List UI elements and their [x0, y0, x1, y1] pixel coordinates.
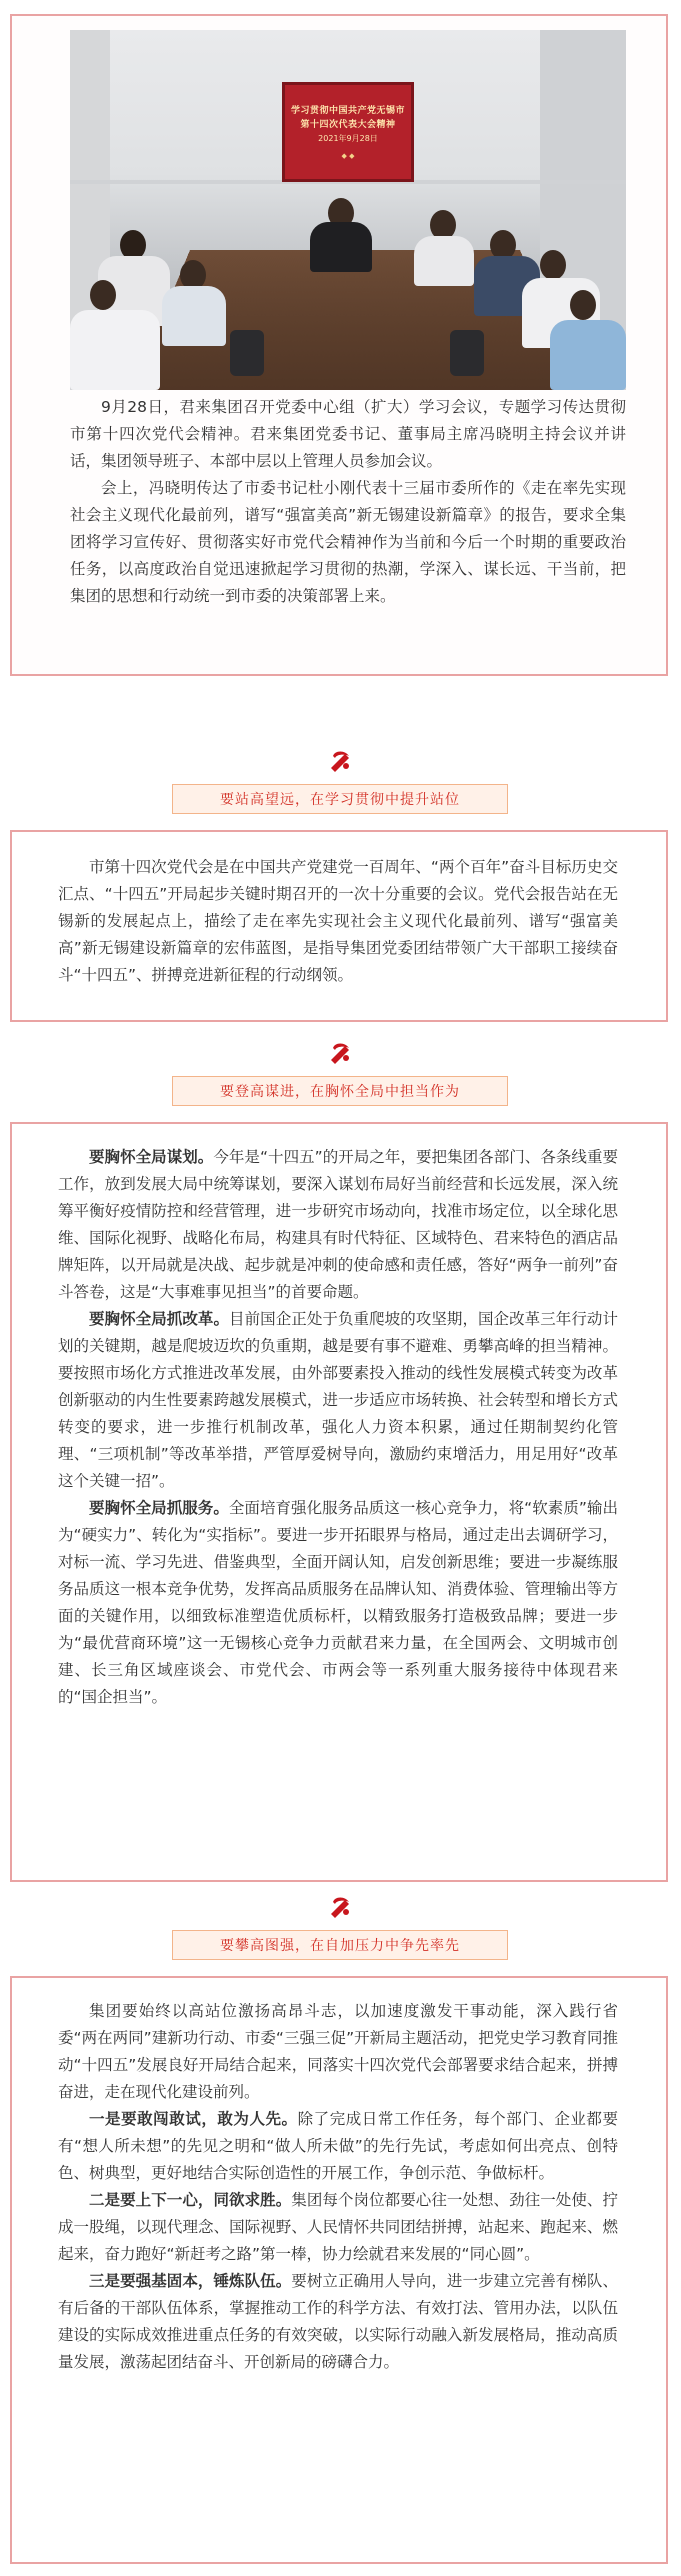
intro-text [70, 394, 626, 610]
section3-item-3: 三是要强基固本，锤炼队伍。要树立正确用人导向，进一步建立完善有梯队、有后备的干部队伍体系，掌握推动工作的科学方法、有效打法、管用办法，以队伍建设的实际成效推进重点任务的有效突破，以实际行动融入新发展格局，推动高质量发展，激荡起团结奋斗、开创新局的磅礴合力。 [58, 2272, 618, 2371]
section1-paragraph: 市第十四次党代会是在中国共产党建党一百周年、“两个百年”奋斗目标历史交汇点、“十四五”开局起步关键时期召开的一次十分重要的会议。党代会报告站在无锡新的发展起点上，描绘了走在率先实现社会主义现代化最前列、谱写“强富美高”新无锡建设新篇章的宏伟蓝图，是指导集团党委团结带领广大干部职工接续奋斗“十四五”、拼搏竞进新征程的行动纲领。 [58, 858, 618, 984]
section3-heading-bar [172, 1930, 508, 1960]
section2-item-2: 要胸怀全局抓改革。目前国企正处于负重爬坡的攻坚期，国企改革三年行动计划的关键期，越是爬坡迈坎的负重期，越是要有事不避难、勇攀高峰的担当精神。要按照市场化方式推进改革发展，由外部要素投入推动的线性发展模式转变为改革创新驱动的内生性要素跨越发展模式，进一步适应市场转换、社会转型和增长方式转变的要求，进一步推行机制改革，强化人力资本积累，通过任期制契约化管理、“三项机制”等改革举措，严管厚爱树导向，激励约束增活力，用足用好“改革这个关键一招”。 [58, 1310, 618, 1490]
section2-header [0, 1038, 681, 1128]
intro-paragraph-2: 会上，冯晓明传达了市委书记杜小刚代表十三届市委所作的《走在率先实现社会主义现代化最前列，谱写“强富美高”新无锡建设新篇章》的报告，要求全集团将学习宣传好、贯彻落实好市党代会精神作为当前和今后一个时期的重要政治任务，以高度政治自觉迅速掀起学习贯彻的热潮，学深入、谋长远、干当前，把集团的思想和行动统一到市委的决策部署上来。 [70, 479, 626, 605]
section3-intro: 集团要始终以高站位激扬高昂斗志，以加速度激发干事动能，深入践行省委“两在两同”建新功行动、市委“三强三促”开新局主题活动，把党史学习教育同推动“十四五”发展良好开局结合起来，同落实十四次党代会部署要求结合起来，拼搏奋进，走在现代化建设前列。 [58, 2002, 618, 2101]
section3-item-1: 一是要敢闯敢试，敢为人先。除了完成日常工作任务，每个部门、企业都要有“想人所未想”的先见之明和“做人所未做”的先行先试，考虑如何出亮点、创特色、树典型，更好地结合实际创造性的开展工作，争创示范、争做标杆。 [58, 2110, 618, 2182]
meeting-photo [70, 30, 626, 390]
section1-heading: 要站高望远，在学习贯彻中提升站位 [220, 792, 460, 808]
screen-logo: ◆ ◆ [341, 152, 355, 160]
screen-title-line2: 第十四次代表大会精神 [300, 120, 396, 130]
party-emblem-icon [325, 1038, 355, 1068]
section1-header [0, 746, 681, 836]
section3-item-2: 二是要上下一心，同欲求胜。集团每个岗位都要心往一处想、劲往一处使、拧成一股绳，以现代理念、国际视野、人民情怀共同团结拼搏，站起来、跑起来、燃起来，奋力跑好“新赶考之路”第一棒，协力绘就君来发展的“同心圆”。 [58, 2191, 618, 2263]
party-emblem-icon [325, 1892, 355, 1922]
section3-heading: 要攀高图强，在自加压力中争先率先 [220, 1938, 460, 1954]
section1-heading-bar [172, 784, 508, 814]
section3-card [10, 1976, 668, 2564]
section2-heading: 要登高谋进，在胸怀全局中担当作为 [220, 1084, 460, 1100]
screen-date: 2021年9月28日 [318, 134, 378, 143]
section2-item-3: 要胸怀全局抓服务。全面培育强化服务品质这一核心竞争力，将“软素质”输出为“硬实力”、转化为“实指标”。要进一步开拓眼界与格局，通过走出去调研学习，对标一流、学习先进、借鉴典型，全面开阔认知，启发创新思维；要进一步凝练服务品质这一根本竞争优势，发挥高品质服务在品牌认知、消费体验、管理输出等方面的关键作用，以细致标准塑造优质标杆，以精致服务打造极致品牌；要进一步为“最优营商环境”这一无锡核心竞争力贡献君来力量，在全国两会、文明城市创建、长三角区域座谈会、市党代会、市两会等一系列重大服务接待中体现君来的“国企担当”。 [58, 1499, 618, 1706]
section2-card [10, 1122, 668, 1882]
section3-header [0, 1892, 681, 1982]
intro-card [10, 14, 668, 676]
party-emblem-icon [325, 746, 355, 776]
section1-card [10, 830, 668, 1022]
projection-screen [282, 82, 414, 182]
section2-heading-bar [172, 1076, 508, 1106]
intro-paragraph-1: 9月28日，君来集团召开党委中心组（扩大）学习会议，专题学习传达贯彻市第十四次党代会精神。君来集团党委书记、董事局主席冯晓明主持会议并讲话，集团领导班子、本部中层以上管理人员参加会议。 [70, 398, 626, 470]
section2-item-1: 要胸怀全局谋划。今年是“十四五”的开局之年，要把集团各部门、各条线重要工作，放到发展大局中统筹谋划，要深入谋划布局好当前经营和长远发展，深入统筹平衡好疫情防控和经营管理，进一步研究市场动向，找准市场定位，以全球化思维、国际化视野、战略化布局，构建具有时代特征、区域特色、君来特色的酒店品牌矩阵，以开局就是决战、起步就是冲刺的使命感和责任感，答好“两争一前列”奋斗答卷，这是“大事难事见担当”的首要命题。 [58, 1148, 618, 1301]
screen-title-line1: 学习贯彻中国共产党无锡市 [290, 106, 405, 116]
